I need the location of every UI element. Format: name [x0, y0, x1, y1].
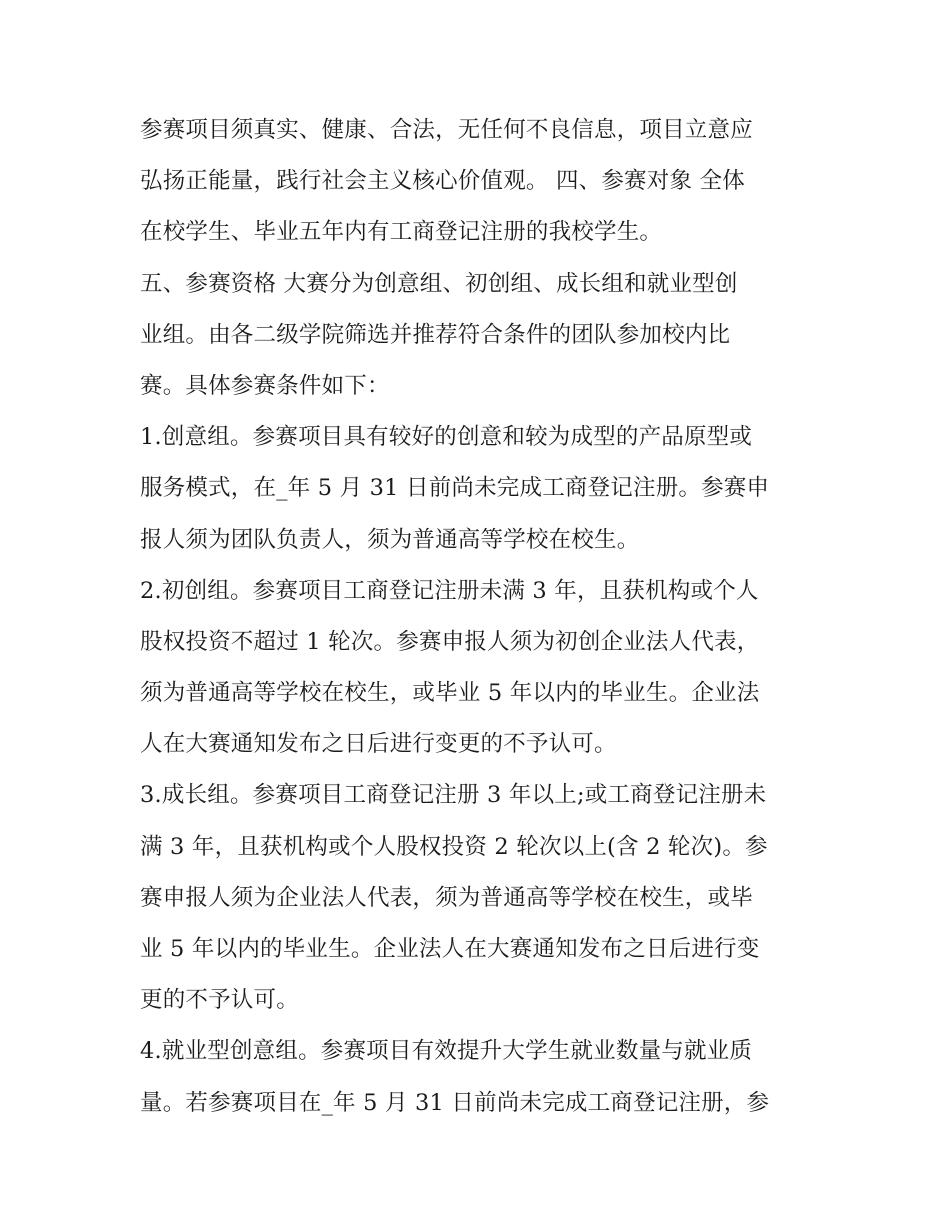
text-line: 报人须为团队负责人，须为普通高等学校在校生。 — [140, 526, 640, 553]
text-line: 须为普通高等学校在校生，或毕业 5 年以内的毕业生。企业法 — [140, 680, 760, 707]
text-line: 满 3 年，且获机构或个人股权投资 2 轮次以上(含 2 轮次)。参 — [140, 833, 768, 860]
text-line: 赛申报人须为企业法人代表，须为普通高等学校在校生，或毕 — [140, 884, 753, 911]
text-line: 4.就业型创意组。参赛项目有效提升大学生就业数量与就业质 — [140, 1038, 753, 1065]
text-line: 弘扬正能量，践行社会主义核心价值观。 四、参赛对象 全体 — [140, 168, 745, 195]
text-line: 服务模式，在_年 5 月 31 日前尚未完成工商登记注册。参赛申 — [140, 475, 770, 502]
text-line: 业组。由各二级学院筛选并推荐符合条件的团队参加校内比 — [140, 321, 731, 348]
text-line: 赛。具体参赛条件如下： — [140, 372, 390, 399]
text-line: 1.创意组。参赛项目具有较好的创意和较为成型的产品原型或 — [140, 424, 753, 451]
text-line: 3.成长组。参赛项目工商登记注册 3 年以上;或工商登记注册未 — [140, 782, 767, 809]
document-body — [140, 105, 820, 1129]
text-line: 在校学生、毕业五年内有工商登记注册的我校学生。 — [140, 219, 663, 246]
text-line: 股权投资不超过 1 轮次。参赛申报人须为初创企业法人代表， — [140, 628, 760, 655]
text-line: 业 5 年以内的毕业生。企业法人在大赛通知发布之日后进行变 — [140, 936, 760, 962]
text-line: 参赛项目须真实、健康、合法，无任何不良信息，项目立意应 — [140, 117, 753, 143]
text-line: 更的不予认可。 — [140, 987, 299, 1014]
text-line: 2.初创组。参赛项目工商登记注册未满 3 年，且获机构或个人 — [140, 577, 759, 604]
text-line: 量。若参赛项目在_年 5 月 31 日前尚未完成工商登记注册，参 — [140, 1089, 770, 1116]
text-line: 人在大赛通知发布之日后进行变更的不予认可。 — [140, 731, 617, 758]
text-line: 五、参赛资格 大赛分为创意组、初创组、成长组和就业型创 — [140, 270, 738, 297]
